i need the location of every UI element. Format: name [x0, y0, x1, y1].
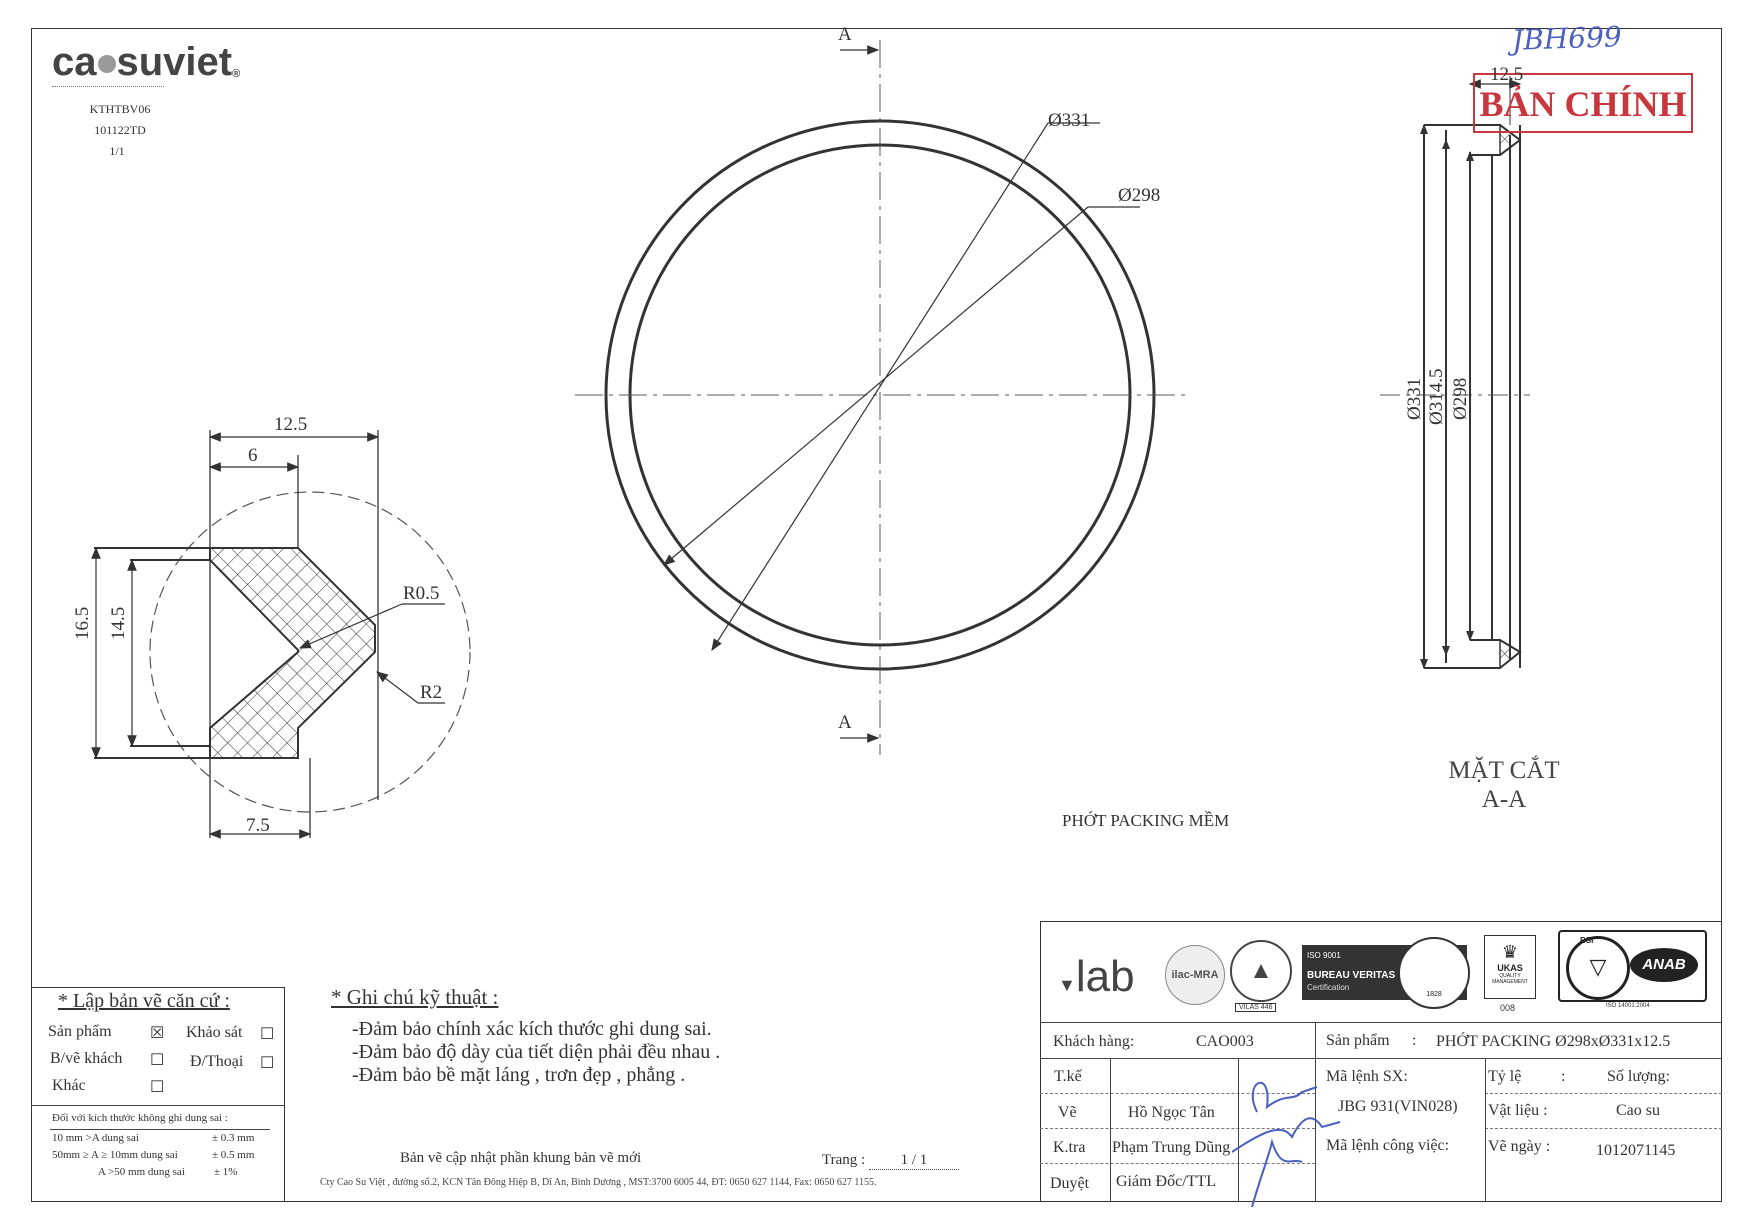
ring-plan-view [575, 40, 1190, 755]
dim-d331-label: Ø331 [1048, 110, 1091, 131]
basis-survey-check: ☐ [260, 1026, 275, 1043]
logo-text-left: ca [52, 40, 97, 84]
logo-text-right: suviet [116, 40, 233, 84]
bsi-label: BSI [1580, 936, 1594, 945]
date-value: 1012071145 [1596, 1142, 1676, 1159]
iso-14001-label: ISO 14001:2004 [1606, 1003, 1650, 1009]
basis-other-check: ☐ [150, 1079, 165, 1096]
original-stamp: BẢN CHÍNH [1473, 73, 1693, 133]
section-detail-view [94, 430, 470, 838]
basis-product-check: ☒ [150, 1025, 165, 1042]
vilas-icon: ▲ [1230, 940, 1292, 1002]
order-label: Mã lệnh SX: [1326, 1068, 1408, 1085]
company-logo [52, 40, 240, 85]
page-label: Trang : [822, 1152, 866, 1168]
basis-title: * Lập bản vẽ căn cứ : [58, 990, 230, 1012]
dim-width-bottom: 7.5 [246, 815, 270, 836]
tolerance-range-2: 50mm ≥ A ≥ 10mm dung sai [52, 1149, 178, 1161]
dim-width-top: 6 [248, 445, 258, 466]
section-caption-line1: MẶT CẮT [1448, 757, 1560, 784]
logo-registered-mark: ® [232, 68, 241, 80]
section-marker-top: A [838, 24, 852, 45]
draw-value: Hồ Ngọc Tân [1128, 1104, 1215, 1121]
doc-code-3: 1/1 [109, 144, 125, 158]
signatures-graphic [1232, 1062, 1342, 1212]
anab-label: ANAB [1630, 948, 1698, 982]
section-dim-d298: Ø298 [1450, 377, 1471, 420]
doc-code-2: 101122TD [94, 123, 146, 137]
note-line-2: -Đảm bảo độ dày của tiết diện phải đều nhau . [352, 1041, 721, 1063]
iso-9001-label: ISO 9001 [1307, 951, 1341, 960]
ukas-badge [1484, 935, 1536, 999]
basis-product-label: Sản phẩm [48, 1023, 112, 1040]
section-dim-d331: Ø331 [1404, 377, 1425, 420]
scale-label: Tỷ lệ [1488, 1068, 1522, 1085]
customer-label: Khách hàng: [1053, 1033, 1135, 1050]
section-aa-view [1380, 76, 1530, 668]
tolerance-value-3: ± 1% [214, 1166, 238, 1178]
page-indicator [822, 1152, 959, 1170]
ilac-mra-icon: ilac-MRA [1165, 945, 1225, 1005]
dim-width-total: 12.5 [274, 414, 308, 435]
date-label: Vẽ ngày : [1488, 1138, 1551, 1155]
design-label: T.kế [1054, 1068, 1082, 1085]
section-dim-thickness: 12.5 [1490, 64, 1524, 85]
bv-year-label: 1828 [1426, 991, 1442, 998]
dim-d298-label: Ø298 [1118, 185, 1161, 206]
draw-label: Vẽ [1058, 1104, 1077, 1121]
lab-logo: ▼lab [1058, 952, 1135, 1001]
logo-dot-icon [98, 55, 116, 73]
check-label: K.tra [1053, 1139, 1086, 1156]
update-note: Bản vẽ cập nhật phần khung bản vẽ mới [400, 1150, 642, 1166]
bv-sub-label: Certification [1307, 983, 1350, 992]
basis-customer-drawing-check: ☐ [150, 1052, 165, 1069]
detail-profile [210, 548, 375, 758]
vilas-label: VILAS 446 [1235, 1003, 1276, 1012]
product-sep: : [1412, 1032, 1417, 1049]
page-value: 1 / 1 [869, 1152, 959, 1170]
note-line-1: -Đảm bảo chính xác kích thước ghi dung sai. [352, 1018, 712, 1040]
tolerance-range-1: 10 mm >A dung sai [52, 1132, 139, 1144]
qty-label: Số lượng: [1607, 1068, 1670, 1085]
approve-value: Giám Đốc/TTL [1116, 1173, 1216, 1190]
radius-large: R2 [420, 682, 443, 703]
material-label: Vật liệu : [1488, 1102, 1548, 1119]
basis-other-label: Khác [52, 1077, 86, 1094]
customer-value: CAO003 [1196, 1033, 1254, 1050]
ukas-sub-label: QUALITY MANAGEMENT [1492, 973, 1528, 985]
ukas-number: 008 [1500, 1003, 1516, 1013]
section-caption-line2: A-A [1481, 786, 1527, 813]
material-value: Cao su [1616, 1102, 1660, 1119]
bsi-anab-badge [1558, 930, 1707, 1002]
tolerance-range-3: A >50 mm dung sai [98, 1166, 185, 1178]
dim-height-outer: 16.5 [72, 606, 93, 640]
bv-seal-icon [1398, 937, 1470, 1009]
basis-phone-check: ☐ [260, 1055, 275, 1072]
bureau-veritas-badge [1302, 945, 1467, 1000]
product-label: Sản phẩm [1326, 1032, 1390, 1049]
check-value: Phạm Trung Dũng [1112, 1139, 1231, 1156]
approve-label: Duyệt [1050, 1175, 1090, 1192]
tolerance-value-2: ± 0.5 mm [212, 1149, 255, 1161]
doc-code-1: KTHTBV06 [89, 102, 151, 116]
section-dim-d3145: Ø314.5 [1426, 368, 1447, 425]
notes-title: * Ghi chú kỹ thuật : [331, 985, 499, 1009]
product-value: PHỚT PACKING Ø298xØ331x12.5 [1436, 1033, 1671, 1050]
basis-phone-label: Đ/Thoại [190, 1053, 244, 1070]
company-address: Cty Cao Su Việt , đường số.2, KCN Tân Đông Hiệp B, Dĩ An, Bình Dương , MST:3700 6005 44, ĐT: 0650 627 1144, Fax: 0650 627 1155. [320, 1177, 877, 1188]
logo-underline [52, 86, 164, 87]
bsi-heart-icon: ▽ [1566, 936, 1630, 1000]
bv-label: BUREAU VERITAS [1307, 970, 1396, 981]
crown-icon: ♛ [1501, 942, 1519, 962]
tolerance-value-1: ± 0.3 mm [212, 1132, 255, 1144]
ukas-label: UKAS [1497, 963, 1523, 973]
part-label: PHỚT PACKING MỀM [1062, 811, 1230, 830]
scale-sep: : [1561, 1068, 1566, 1085]
leader-d298 [664, 207, 1088, 565]
basis-survey-label: Khảo sát [186, 1024, 243, 1041]
dim-height-inner: 14.5 [108, 606, 129, 640]
handwritten-code: JBH699 [1511, 20, 1623, 57]
basis-customer-drawing-label: B/vẽ khách [50, 1050, 123, 1067]
note-line-3: -Đảm bảo bề mặt láng , trơn đẹp , phẳng . [352, 1064, 686, 1086]
order-value: JBG 931(VIN028) [1338, 1098, 1458, 1115]
job-label: Mã lệnh công việc: [1326, 1137, 1450, 1154]
tolerance-title: Đối với kích thước không ghi dung sai : [52, 1112, 228, 1124]
radius-small: R0.5 [403, 583, 440, 604]
section-marker-bottom: A [838, 712, 852, 733]
